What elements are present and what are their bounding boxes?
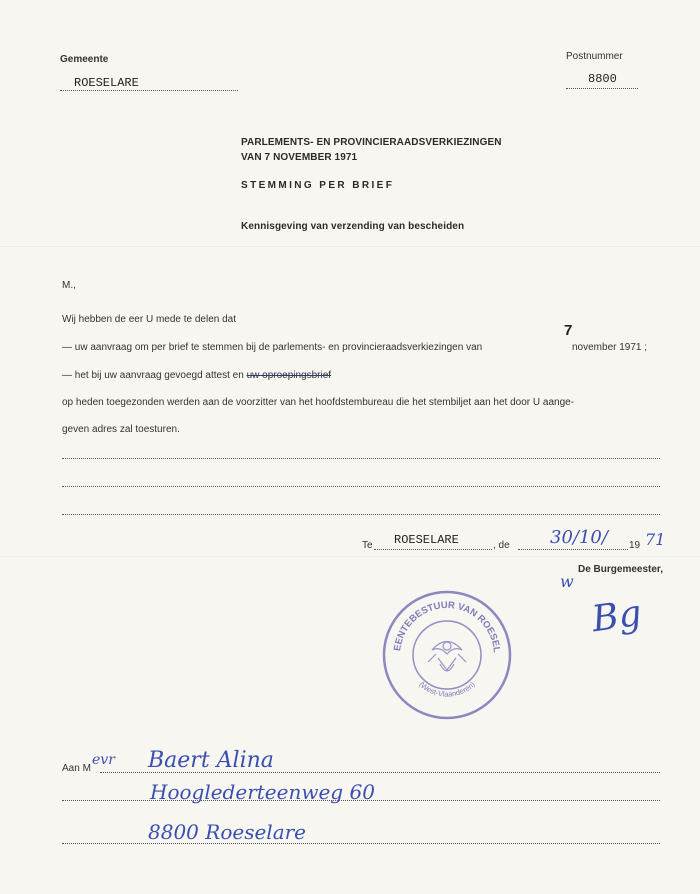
stemming-heading: STEMMING PER BRIEF: [241, 180, 395, 191]
de-label: , de: [493, 540, 510, 551]
addressee-dotted-line: [62, 843, 660, 844]
fold-line: [0, 556, 700, 557]
te-label: Te: [362, 540, 373, 551]
addressee-name-handwritten: Baert Alina: [148, 748, 274, 773]
line-c: op heden toegezonden werden aan de voorzitter van het hoofdstembureau die het stembiljet aan het door U aange-: [62, 397, 575, 408]
blank-dotted-line: [62, 514, 660, 515]
te-dotted-line: [374, 549, 492, 550]
signature: Bg: [589, 592, 645, 641]
addressee-prefix-handwritten: evr: [92, 752, 115, 768]
seal-text-top: EENTEBESTUUR VAN ROESEL: [392, 599, 502, 654]
election-day-handwritten: 7: [564, 322, 573, 339]
municipal-seal-stamp: [380, 588, 514, 722]
line-d: geven adres zal toesturen.: [62, 424, 180, 435]
gemeente-dotted-line: [60, 90, 238, 91]
blank-dotted-line: [62, 486, 660, 487]
date-dotted-line: [518, 549, 628, 550]
blank-dotted-line: [62, 458, 660, 459]
line-b: [62, 370, 331, 381]
postnummer-value: 8800: [588, 72, 617, 86]
salutation: M.,: [62, 280, 76, 291]
fold-line: [0, 246, 700, 247]
gemeente-label: Gemeente: [60, 54, 109, 65]
line-b-struck-text: uw oproepingsbrief: [246, 370, 332, 381]
addressee-dotted-line: [100, 772, 660, 773]
title-line1: PARLEMENTS- EN PROVINCIERAADSVERKIEZINGEN: [241, 137, 502, 148]
addressee-label: Aan M: [62, 763, 91, 774]
seal-text-bottom: (West-Vlaanderen): [417, 679, 477, 699]
addressee-dotted-line: [62, 800, 660, 801]
burgemeester-label: De Burgemeester,: [578, 564, 664, 575]
seal-icon: [380, 588, 514, 722]
title-line2: VAN 7 NOVEMBER 1971: [241, 152, 358, 163]
addressee-city-handwritten: 8800 Roeselare: [148, 820, 307, 844]
gemeente-value: ROESELARE: [74, 76, 139, 90]
year-handwritten: 71: [645, 530, 666, 549]
signature-initials: w: [560, 572, 574, 591]
postnummer-label: Postnummer: [566, 51, 623, 62]
line-b-text: — het bij uw aanvraag gevoegd attest en: [62, 370, 247, 381]
svg-text:GEMEENTEBESTUUR VAN ROESELARE: [380, 588, 502, 653]
line-a: — uw aanvraag om per brief te stemmen bij de parlements- en provincieraadsverkiezingen van: [62, 342, 483, 353]
intro-line: Wij hebben de eer U mede te delen dat: [62, 314, 236, 325]
addressee-street-handwritten: Hooglederteenweg 60: [150, 780, 375, 804]
postnummer-dotted-line: [566, 88, 638, 89]
date-handwritten: 30/10/: [550, 527, 608, 548]
line-a-suffix: november 1971 ;: [572, 342, 648, 353]
year-prefix: 19: [629, 540, 641, 551]
te-value: ROESELARE: [394, 533, 459, 547]
subtitle: Kennisgeving van verzending van bescheiden: [241, 221, 465, 232]
